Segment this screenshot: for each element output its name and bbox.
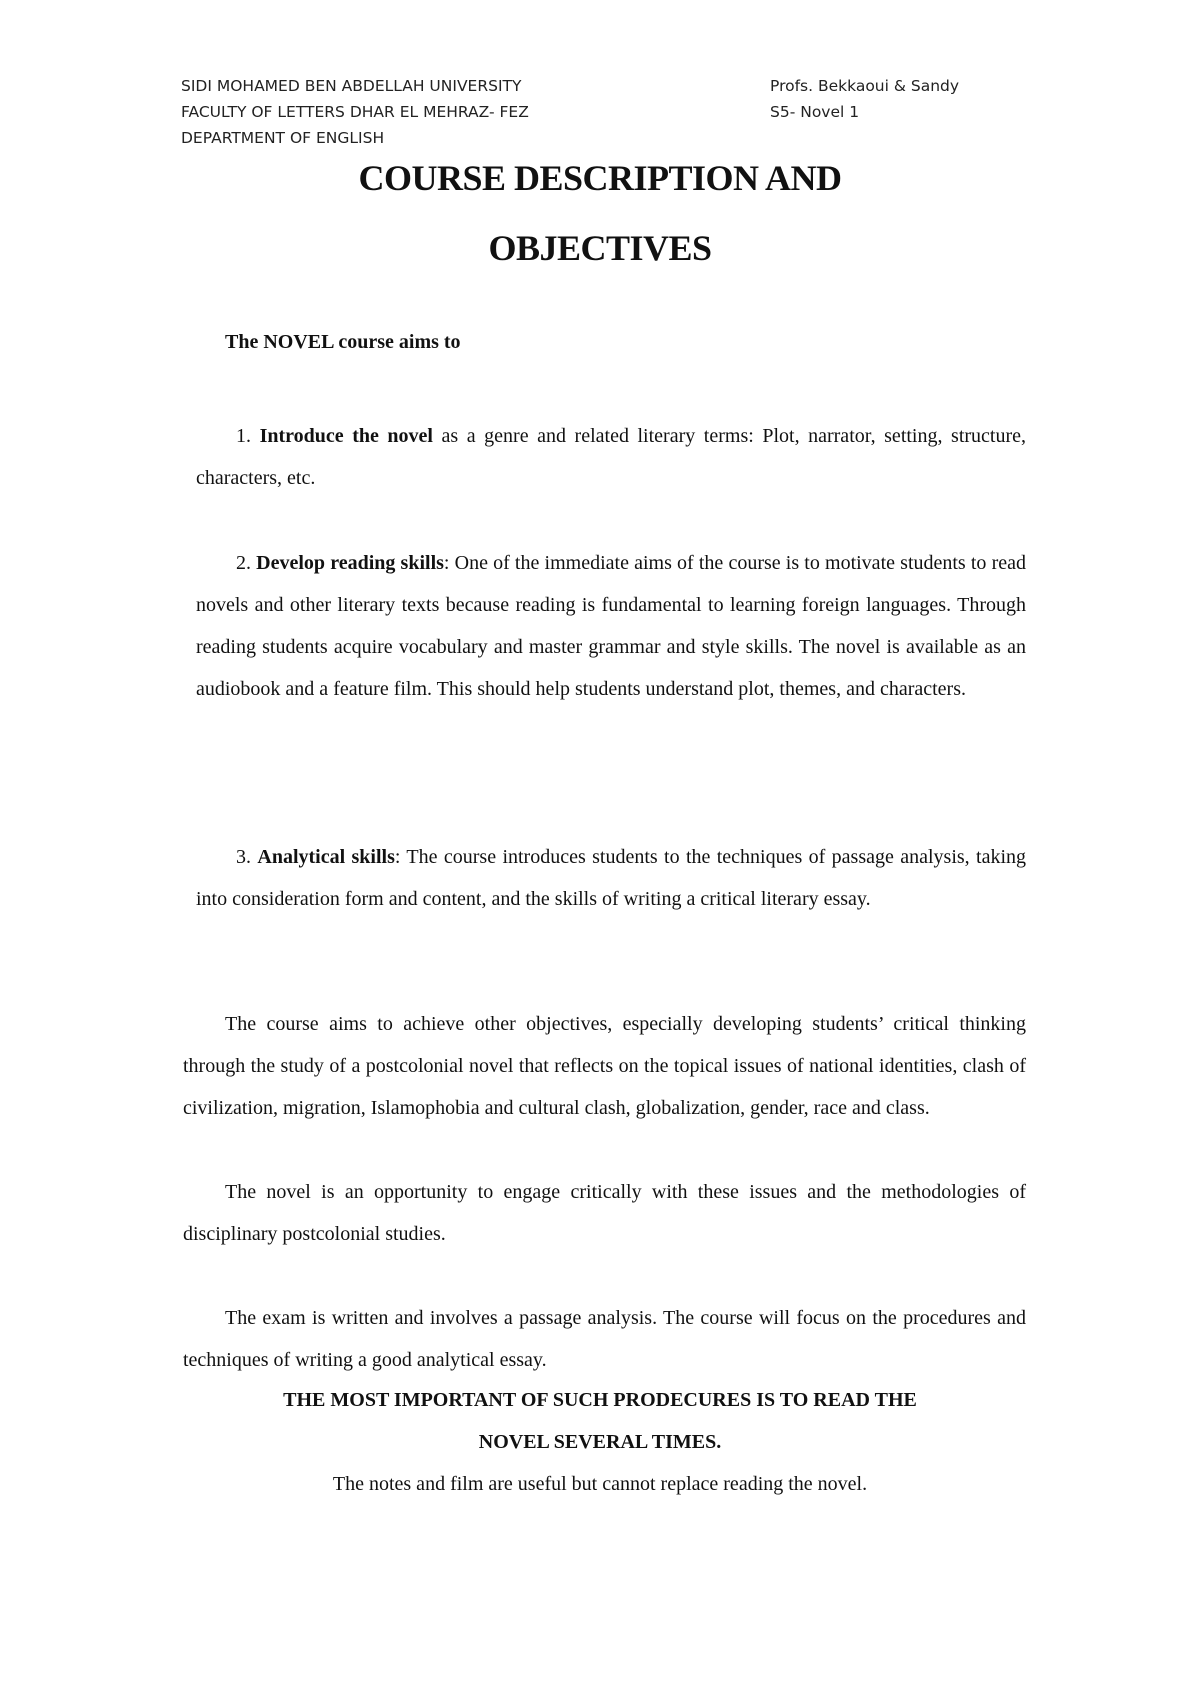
emphasis-line-2: NOVEL SEVERAL TIMES. (478, 1431, 722, 1453)
objective-item-3 (196, 836, 1026, 920)
header-professors: Profs. Bekkaoui & Sandy (770, 77, 960, 95)
header-university: SIDI MOHAMED BEN ABDELLAH UNIVERSITY (181, 77, 522, 95)
emphasis-line-1: THE MOST IMPORTANT OF SUCH PRODECURES IS TO READ THE (283, 1389, 917, 1411)
objective-lead: Analytical skills (257, 846, 395, 868)
intro-line: The NOVEL course aims to (225, 331, 461, 353)
header-department: DEPARTMENT OF ENGLISH (181, 129, 385, 147)
objective-item-1 (196, 415, 1026, 499)
objective-item-2 (196, 542, 1026, 710)
header-course-code: S5- Novel 1 (770, 103, 860, 121)
closing-note: The notes and film are useful but cannot replace reading the novel. (332, 1473, 868, 1495)
objective-text: : The course introduces students to the techniques of passage analysis, taking into consideration form and content, and the skills of writing a critical literary essay. (196, 846, 1027, 910)
objective-lead: Develop reading skills (256, 552, 444, 574)
paragraph-exam: The exam is written and involves a passage analysis. The course will focus on the procedures and techniques of writing a good analytical essay. (183, 1307, 1026, 1371)
paragraph-other-objectives: The course aims to achieve other objectives, especially developing students’ critical thinking through the study of a postcolonial novel that reflects on the topical issues of national identities, clash of civilization, migration, Islamophobia and cultural clash, globalization, gender, race and class. (183, 1013, 1026, 1119)
page-title-line-2: OBJECTIVES (488, 228, 712, 268)
objective-lead: Introduce the novel (259, 425, 433, 447)
page-title-line-1: COURSE DESCRIPTION AND (358, 158, 842, 198)
objective-text: as a genre and related literary terms: Plot, narrator, setting, structure, characters, etc. (196, 425, 1027, 489)
objective-number: 2. (236, 552, 257, 574)
objective-text: : One of the immediate aims of the course is to motivate students to read novels and other literary texts because reading is fundamental to learning foreign languages. Through reading students acquire vocabulary and master grammar and style skills. The novel is available as an audiobook and a feature film. This should help students understand plot, themes, and characters. (196, 552, 1027, 700)
paragraph-opportunity: The novel is an opportunity to engage critically with these issues and the methodologies of disciplinary postcolonial studies. (183, 1181, 1026, 1245)
objective-number: 1. (236, 425, 260, 447)
objective-number: 3. (236, 846, 258, 868)
header-faculty: FACULTY OF LETTERS DHAR EL MEHRAZ- FEZ (181, 103, 529, 121)
